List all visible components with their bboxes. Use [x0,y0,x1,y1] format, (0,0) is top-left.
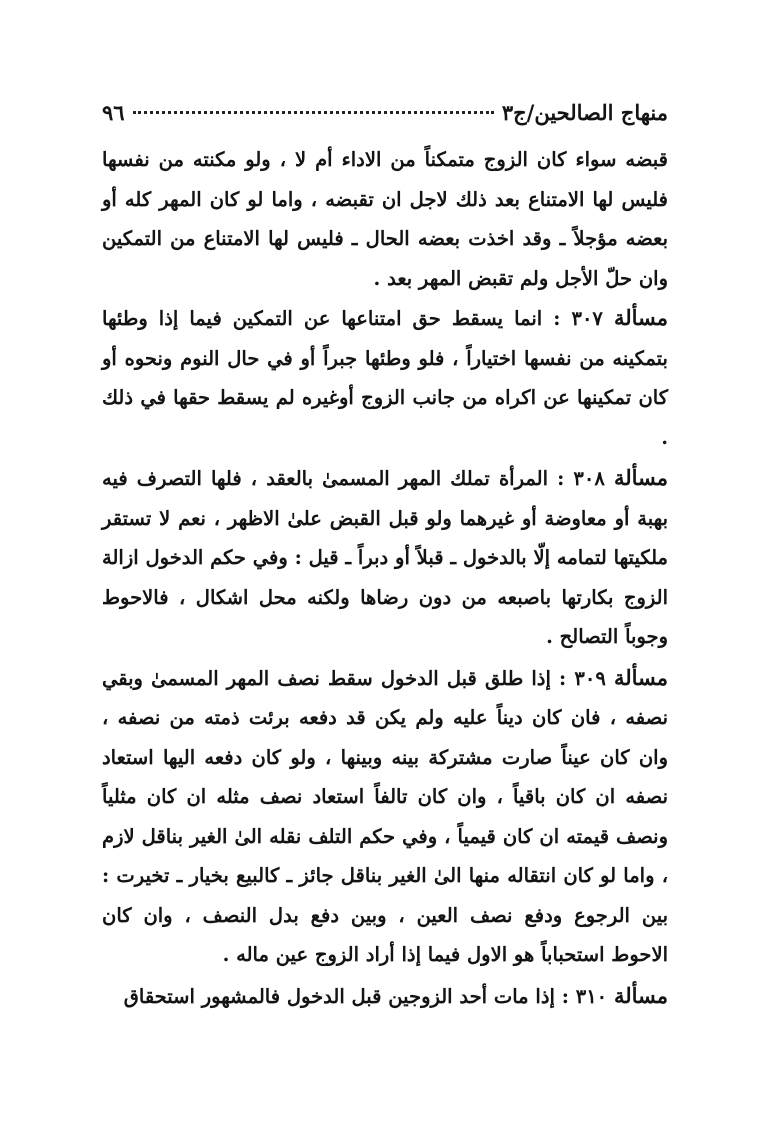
issue-number: ٣٠٨ [573,467,605,490]
issue-308 [102,458,668,657]
issue-label: مسألة [613,305,668,330]
page-number: ٩٦ [102,100,125,125]
issue-number: ٣١٠ [575,984,608,1008]
issue-text: : إذا مات أحد الزوجين قبل الدخول فالمشهور استحقاق [123,984,569,1008]
issue-309 [102,658,668,975]
issue-310 [102,976,668,1017]
issue-text: : انما يسقط حق امتناعها عن التمكين فيما إذا وطئها بتمكينه من نفسها اختياراً ، فلو وطئها جبراً أو في حال النوم ونحوه أو كان تمكينها عن اكراه من جانب الزوج أوغيره لم يسقط حقها في ذلك . [102,307,668,449]
body-text [102,140,668,1016]
issue-text: : إذا طلق قبل الدخول سقط نصف المهر المسمىٰ وبقي نصفه ، فان كان ديناً عليه ولم يكن قد دفعه برئت ذمته من نصفه ، وان كان عيناً صارت مشتركة بينه وبينها ، ولو كان دفعه اليها استعاد نصفه ان كان باقياً ، وان كان تالفاً استعاد نصف مثله ان كان مثلياً ونصف قيمته ان كان قيمياً ، وفي حكم التلف نقله الىٰ الغير بناقل لازم ، واما لو كان انتقاله منها الىٰ الغير بناقل جائز ـ كالبيع بخيار ـ تخيرت : بين الرجوع ودفع نصف العين ، وبين دفع بدل النصف ، وان كان الاحوط استحباباً هو الاول فيما إذا أراد الزوج عين ماله . [102,666,668,966]
continuation-paragraph: قبضه سواء كان الزوج متمكناً من الاداء أم لا ، ولو مكنته من نفسها فليس لها الامتناع بعد ذلك لاجل ان تقبضه ، واما لو كان المهر كله أو بعضه مؤجلاً ـ وقد اخذت بعضه الحال ـ فليس لها الامتناع من التمكين وان حلّ الأجل ولم تقبض المهر بعد . [102,148,668,290]
issue-text: : المرأة تملك المهر المسمىٰ بالعقد ، فلها التصرف فيه بهبة أو معاوضة أو غيرهما ولو قبل القبض علىٰ الاظهر ، نعم لا تستقر ملكيتها لتمامه إلّا بالدخول ـ قبلاً أو دبراً ـ قيل : وفي حكم الدخول ازالة الزوج بكارتها باصبعه من دون رضاها ولكنه محل اشكال ، فالاحوط وجوباً التصالح . [102,467,668,648]
issue-label: مسألة [613,664,669,690]
issue-label: مسألة [613,465,668,490]
book-page [102,96,668,1016]
issue-307 [102,298,668,457]
issue-label: مسألة [613,982,668,1008]
issue-number: ٣٠٩ [574,666,606,690]
issue-number: ٣٠٧ [571,307,603,330]
dotted-leader [133,111,494,114]
running-header [102,96,668,136]
running-title: منهاج الصالحين/ج٣ [501,100,668,125]
